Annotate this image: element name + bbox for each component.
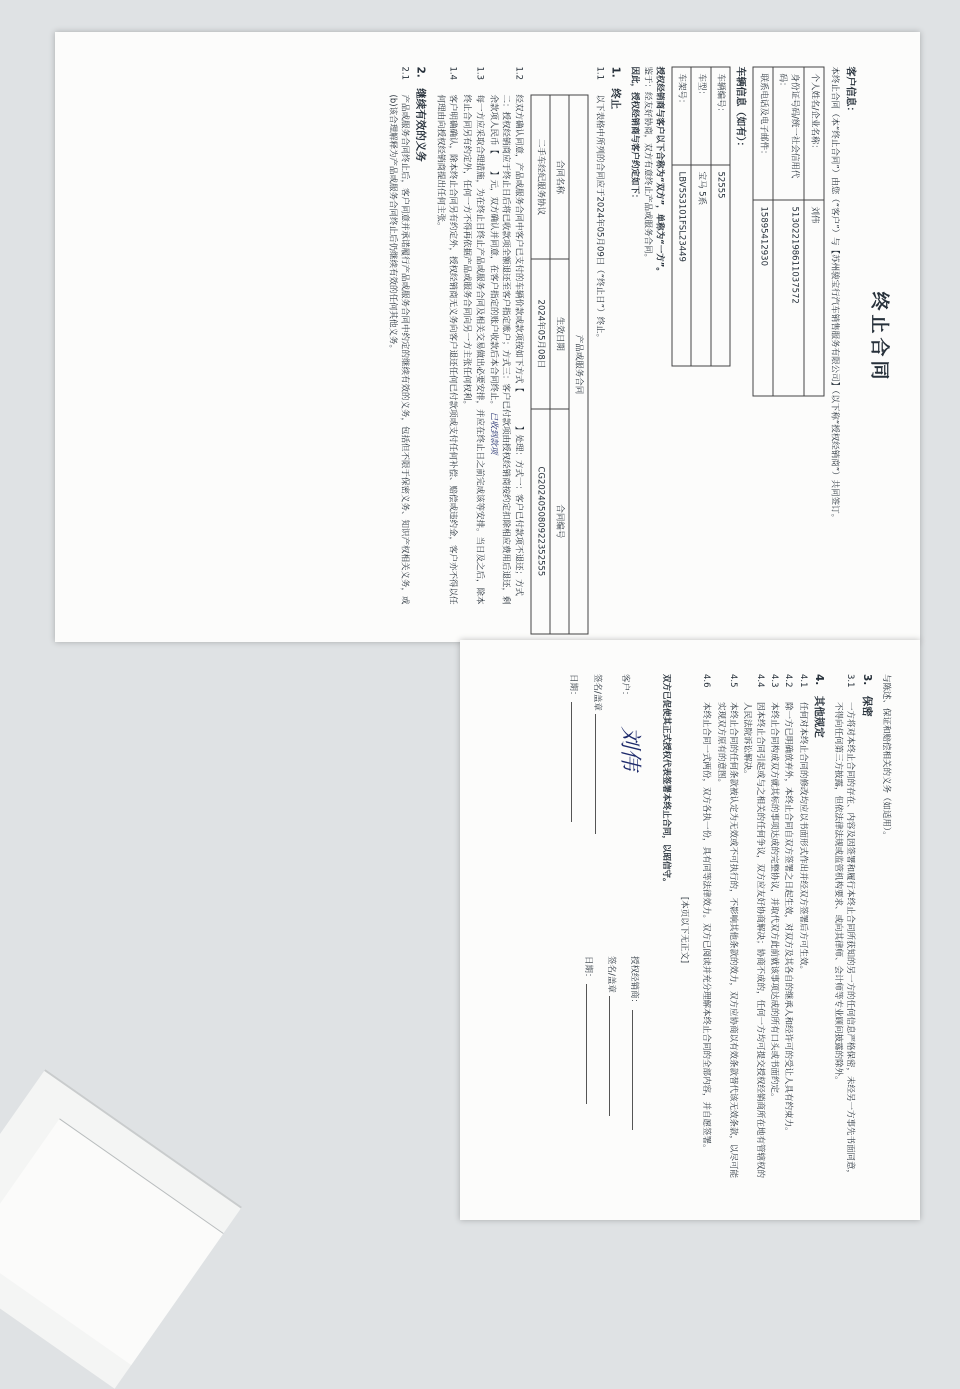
table-header: 产品或服务合同 (569, 95, 588, 634)
signature-line (633, 1010, 646, 1130)
table-cell: 2024年05月08日 (530, 259, 549, 409)
whereas-paragraph: 鉴于：经友好协商，双方有意终止产品或服务合同。 (641, 66, 652, 262)
info-value: 513022198611037572 (772, 200, 804, 396)
clause-number: 1.1 (593, 66, 604, 80)
vehicle-info-table (671, 66, 730, 366)
clause-text: 本终止合同构成双方就其标的事项达成的完整协议，并取代双方此前就该事项达成的所有口头或书面约定。 (769, 702, 779, 1102)
clause-4-4 (741, 674, 766, 1186)
clause-4-1 (796, 674, 808, 1186)
clause-1-1 (592, 66, 604, 608)
clause-number: 3.1 (845, 674, 856, 688)
date-label: 日期： (568, 674, 579, 700)
date-line (571, 702, 584, 822)
contract-page-2 (460, 640, 920, 1220)
table-row (691, 67, 710, 366)
clause-number: 2.1 (399, 66, 410, 80)
table-row (804, 67, 823, 396)
table-row (772, 67, 804, 396)
date-label: 日期： (582, 956, 593, 982)
customer-info-table (752, 66, 823, 396)
continued-line: 与陈述、保证和赔偿相关的义务（如适用）。 (881, 674, 891, 840)
clause-text: 产品或服务合同终止后，客户同意并承诺履行产品或服务合同中约定的继续有效的义务，包括但不限于保密义务、知识产权相关义务，或(b)该合理解释为产品或服务合同终止后仍继续有效的任何其他义务。 (386, 94, 410, 605)
table-row (753, 67, 772, 396)
signature-block (567, 674, 646, 1186)
clause-4-5 (714, 674, 739, 1186)
table-cell: 二手车经纪服务协议 (530, 95, 549, 259)
contract-page-1 (55, 32, 920, 642)
vehicle-heading: 车辆信息（如有）： (734, 66, 746, 151)
parties-definition: 授权经销商与客户以下合称为“双方”，单称为“一方”。 (653, 66, 664, 276)
clause-number: 4.5 (728, 674, 739, 688)
clause-number: 4.1 (797, 674, 808, 688)
contract-table (530, 94, 589, 634)
customer-label: 客户： (620, 674, 631, 700)
dealer-label: 授权经销商： (629, 956, 640, 1008)
clause-text: 以下表格中所列的合同应于2024年05月09日（“终止日”）终止。 (593, 94, 604, 342)
dealer-signature-area (567, 956, 646, 1186)
customer-heading: 客户信息： (844, 66, 856, 116)
closing-statement: 双方已促使其正式授权代表签署本终止合同，以昭信守。 (660, 674, 671, 887)
seal-label: 签名/盖章 (591, 674, 602, 711)
table-row (710, 67, 729, 366)
clause-3-1 (832, 674, 857, 1186)
clause-2-1 (386, 66, 411, 608)
table-cell: CG202405080922352555 (530, 408, 549, 633)
customer-signature: 刘伟 (617, 726, 643, 771)
clause-1-2 (487, 66, 524, 608)
clause-text: 每一方应采取合理措施，为在终止日终止产品或服务合同及相关交易做出必要安排，并应在终止日之前完成该等安排。当日及之后，除本终止合同另有约定外，任何一方不得再依据产品或服务合同向另一方主张任何权利。 (461, 94, 484, 605)
section-3-title: 3. 保密 (860, 674, 873, 717)
vehicle-label: 车型： (691, 67, 710, 165)
section-2-title: 2. 继续有效的义务 (414, 66, 427, 162)
vehicle-value: 52555 (710, 165, 729, 366)
table-row (530, 95, 549, 634)
clause-number: 1.2 (512, 66, 523, 80)
column-header: 生效日期 (549, 259, 568, 409)
customer-signature-area (567, 674, 646, 904)
seal-label: 签名/盖章 (606, 956, 617, 993)
info-label: 联系电话及电子邮件： (753, 67, 772, 200)
vehicle-value: LBV5S3101FSL23449 (671, 165, 690, 366)
clause-number: 4.3 (769, 674, 779, 688)
clause-number: 4.6 (701, 674, 712, 688)
table-header-row (569, 95, 588, 634)
info-value: 15895412930 (753, 200, 772, 396)
column-header: 合同编号 (549, 408, 568, 633)
clause-4-2 (782, 674, 794, 1186)
intro-paragraph: 本终止合同（本“终止合同”）由您（“客户”）与【苏州骏宝行汽车销售服务有限公司】（以下称“授权经销商”）共同签订。 (828, 66, 839, 522)
column-header: 合同名称 (549, 95, 568, 259)
info-label: 个人姓名/企业名称： (804, 67, 823, 200)
clause-number: 1.4 (446, 66, 457, 80)
blank-page-note: [本页以下无正文] (679, 896, 690, 964)
page-title: 终止合同 (868, 290, 890, 383)
clause-4-3 (768, 674, 780, 1186)
section-4-title: 4. 其他规定 (812, 674, 825, 738)
section-1-title: 1. 终止 (609, 66, 622, 109)
table-row (671, 67, 690, 366)
clause-text: 因本终止合同引起或与之相关的任何争议，双方应友好协商解决；协商不成的，任何一方均可提交授权经销商所在地有管辖权的人民法院诉讼解决。 (742, 702, 765, 1179)
clause-text: 经双方确认同意，产品或服务合同中客户已支付的车辆价款或款项按如下方式【 】处理：方式一：客户已付款项不退还；方式二：授权经销商应于终止日后将已收款项全额退还至客户指定账户；方式三：客户已付款项由授权经销商按约定扣除相应费用后退还，剩余款项人民币【 】元，双方确认并同意，在客户指定的账户收款后本合同终止。 (487, 94, 523, 605)
desk-surface (0, 1069, 242, 1389)
signature-line (595, 714, 608, 834)
clause-number: 1.3 (473, 66, 484, 80)
clause-text: 一方将对本终止合同的存在、内容及因签署和履行本终止合同所获知的另一方的任何信息严格保密，未经另一方事先书面同意，不得向任何第三方披露，但依法律法规或监管机构要求、或向其律师、会计师等专业顾问披露的除外。 (833, 702, 856, 1179)
clause-text: 本终止合同一式两份，双方各执一份，具有同等法律效力。双方已阅读并充分理解本终止合同的全部内容，并自愿签署。 (701, 702, 712, 1153)
info-value: 刘伟 (804, 200, 823, 396)
clause-1-3 (460, 66, 485, 608)
therefore-paragraph: 因此，授权经销商与客户约定如下： (629, 66, 640, 203)
date-line (586, 984, 599, 1104)
clause-1-4 (433, 66, 458, 608)
table-header-row (549, 95, 568, 634)
handwritten-note: 已收到款项 (487, 411, 498, 454)
clause-text: 除一方已明确放弃外，本终止合同自双方签署之日起生效，对双方及其各自的继承人和经许可的受让人具有约束力。 (783, 702, 794, 1136)
clause-4-6 (700, 674, 712, 1186)
vehicle-value: 宝马 5系 (691, 165, 710, 366)
clause-number: 4.4 (754, 674, 765, 688)
info-label: 身份证号码/统一社会信用代码： (772, 67, 804, 200)
clause-number: 4.2 (783, 674, 794, 688)
vehicle-label: 车辆编号： (710, 67, 729, 165)
clause-text: 客户明确确认，除本终止合同另有约定外，授权经销商无义务向客户退还任何已付款项或支付任何补偿、赔偿或违约金，客户亦不得以任何理由向授权经销商提出任何主张。 (434, 94, 457, 605)
clause-text: 本终止合同的任何条款被认定为无效或不可执行的，不影响其他条款的效力，双方应协商以有效条款替代该无效条款，以尽可能实现双方原有的意图。 (715, 702, 739, 1179)
vehicle-label: 车架号： (671, 67, 690, 165)
signature-line (609, 996, 622, 1116)
clause-text: 任何对本终止合同的修改均应以书面形式作出并经双方签署后方可生效。 (797, 702, 808, 975)
